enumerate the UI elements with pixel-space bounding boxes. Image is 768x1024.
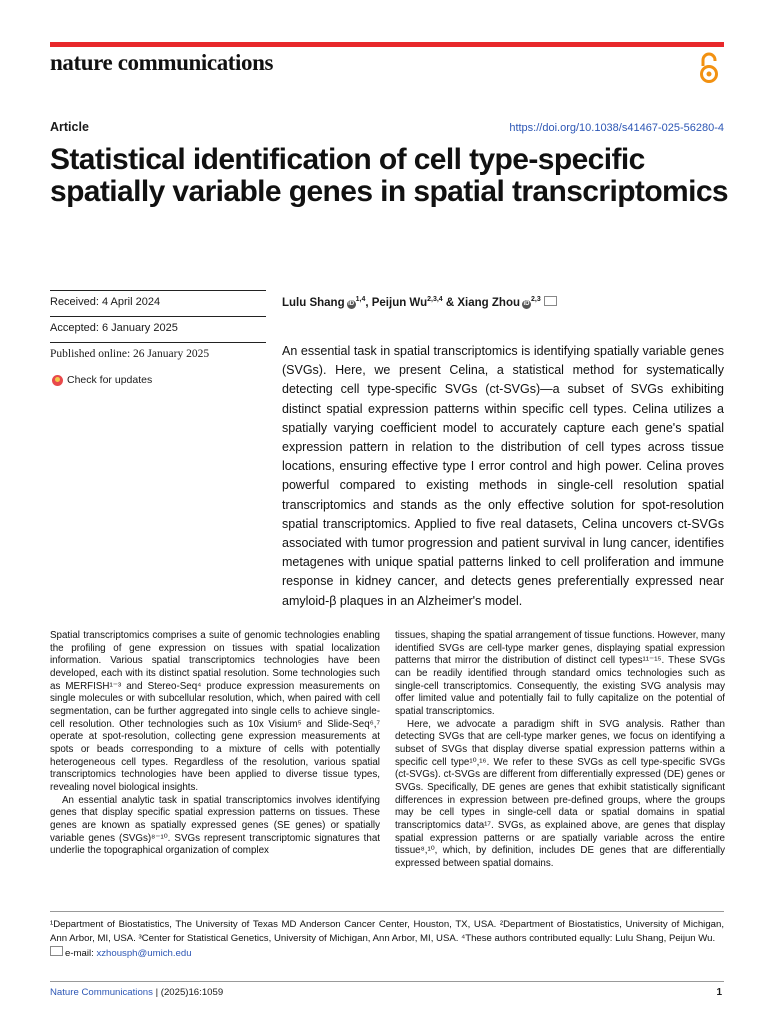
correspondence — [50, 946, 724, 961]
check-updates-icon — [52, 375, 63, 386]
meta-divider — [50, 290, 266, 291]
email-label: e-mail: — [65, 948, 97, 959]
accepted-date: Accepted: 6 January 2025 — [50, 322, 178, 334]
affiliations: ¹Department of Biostatistics, The University of Texas MD Anderson Cancer Center, Houston, TX, USA. ²Department of Biostatistics, University of Michigan, Ann Arbor, MI, USA. ³Center for Statistical Genetics, University of Michigan, Ann Arbor, MI, USA. ⁴These authors contributed equally: Lulu Shang, Peijun Wu. — [50, 919, 724, 944]
author-separator: & — [442, 297, 458, 309]
doi-link[interactable]: https://doi.org/10.1038/s41467-025-56280-4 — [509, 122, 724, 134]
body-column-left — [50, 630, 380, 858]
body-paragraph: Here, we advocate a paradigm shift in SVG analysis. Rather than detecting SVGs that are cell-type marker genes, we focus on identifying a subset of SVGs that display diverse spatial expression patterns within a specific cell type¹⁰,¹⁶. We refer to these SVGs as cell type-specific SVGs (ct-SVGs). ct-SVGs are different from differentially expressed (DE) genes or SVGs. Specifically, DE genes are genes that exhibit statistically significant differences in expression between pre-defined groups, where the groups may be cell types in single-cell data or spatial domains in spatial transcriptomics data¹⁷. SVGs, as explained above, are genes that display spatial expression patterns or are spatially variable across the entire tissue⁸,¹⁰, which, by definition, includes DE genes that are differentially expressed between spatial domains. — [395, 718, 725, 869]
footnote-divider — [50, 911, 724, 912]
top-rule — [50, 42, 724, 47]
footer-journal[interactable]: Nature Communications — [50, 987, 153, 998]
author-name[interactable]: Lulu Shang — [282, 297, 345, 309]
orcid-icon[interactable]: iD — [523, 301, 530, 307]
author-name[interactable]: Peijun Wu — [371, 297, 428, 309]
body-column-right — [395, 630, 725, 870]
body-paragraph: An essential analytic task in spatial transcriptomics involves identifying genes that display specific spatial expression patterns on tissues. These genes are known as spatially expressed genes (SE genes) or spatially variable genes (SVGs)⁸⁻¹⁰. SVGs represent transcriptomic signatures that underlie the topographical organization of complex — [50, 794, 380, 857]
meta-divider — [50, 316, 266, 317]
author-list — [282, 296, 557, 309]
check-updates-button[interactable] — [52, 374, 152, 386]
orcid-icon[interactable]: iD — [348, 301, 355, 307]
meta-divider — [50, 342, 266, 343]
open-access-icon — [697, 52, 721, 84]
author-name[interactable]: Xiang Zhou — [457, 297, 520, 309]
check-updates-label: Check for updates — [67, 374, 153, 386]
article-type: Article — [50, 120, 89, 134]
published-date: Published online: 26 January 2025 — [50, 348, 210, 360]
author-affiliation: 1,4 — [355, 296, 366, 304]
footer-volume: | (2025)16:1059 — [152, 987, 224, 998]
body-paragraph: tissues, shaping the spatial arrangement of tissue functions. However, many identified SVGs are cell-type marker genes, displaying spatial expression patterns that mirror the distribution of distinct cell types¹¹⁻¹⁵. These SVGs can be readily identified through standard omics technologies such as single-cell transcriptomics. Consequently, the existing SVG analysis may offer limited value and potentially fail to fully capitalize on the potential of spatial transcriptomics. — [395, 630, 726, 717]
abstract: An essential task in spatial transcriptomics is identifying spatially variable genes (SVGs). Here, we present Celina, a statistical method for systematically detecting cell type-specific SVGs (ct-SVGs)—a subset of SVGs exhibiting distinct spatial expression patterns within specific cell types. Celina utilizes a spatially varying coefficient model to accurately capture each gene's spatial expression pattern in relation to the distribution of cell types across tissue locations, ensuring effective type I error control and high power. Celina proves powerful compared to existing methods in single-cell resolution spatial transcriptomics and stands as the only effective solution for spot-resolution spatial transcriptomics. Applied to five real datasets, Celina uncovers ct-SVGs associated with tumor progression and patient survival in lung cancer, identifies metagenes with unique spatial patterns linked to cell proliferation and immune response in kidney cancer, and detects genes preferentially expressed near amyloid-β plaques in an Alzheimer's model. — [282, 344, 724, 608]
footer-citation — [50, 987, 223, 998]
author-separator: , — [365, 297, 372, 309]
author-affiliation: 2,3,4 — [427, 296, 443, 304]
footnotes — [50, 918, 724, 961]
received-date: Received: 4 April 2024 — [50, 296, 161, 308]
envelope-icon — [50, 946, 63, 956]
author-affiliation: 2,3 — [531, 296, 541, 304]
envelope-icon[interactable] — [544, 296, 557, 306]
footer-divider — [50, 981, 724, 982]
body-paragraph: Spatial transcriptomics comprises a suite of genomic technologies enabling the profiling of gene expression on tissues with spatial localization information. Various spatial transcriptomics technologies have been developed, each with its distinct spatial resolution. Some technologies such as MERFISH¹⁻³ and Stereo-Seq⁴ produce expression measurements on single molecules or with subcellular resolution, which, when paired with cell segmentation, can be further aggregated into single cells to achieve single-cell resolution. Other technologies such as 10x Visium⁵ and Slide-Seq⁶,⁷ operate at spot-resolution, collecting gene expression measurements at spots or beads corresponding to a mixture of cells with potentially heterogeneous cell types. Regardless of the resolution, various spatial transcriptomics technologies have been applied to diverse tissue types, revealing novel biological insights. — [50, 630, 380, 793]
journal-name: nature communications — [50, 50, 274, 75]
email-link[interactable]: xzhousph@umich.edu — [96, 948, 192, 959]
article-title: Statistical identification of cell type-specific spatially variable genes in spatial transcriptomics — [50, 143, 729, 208]
page-number: 1 — [716, 987, 722, 998]
